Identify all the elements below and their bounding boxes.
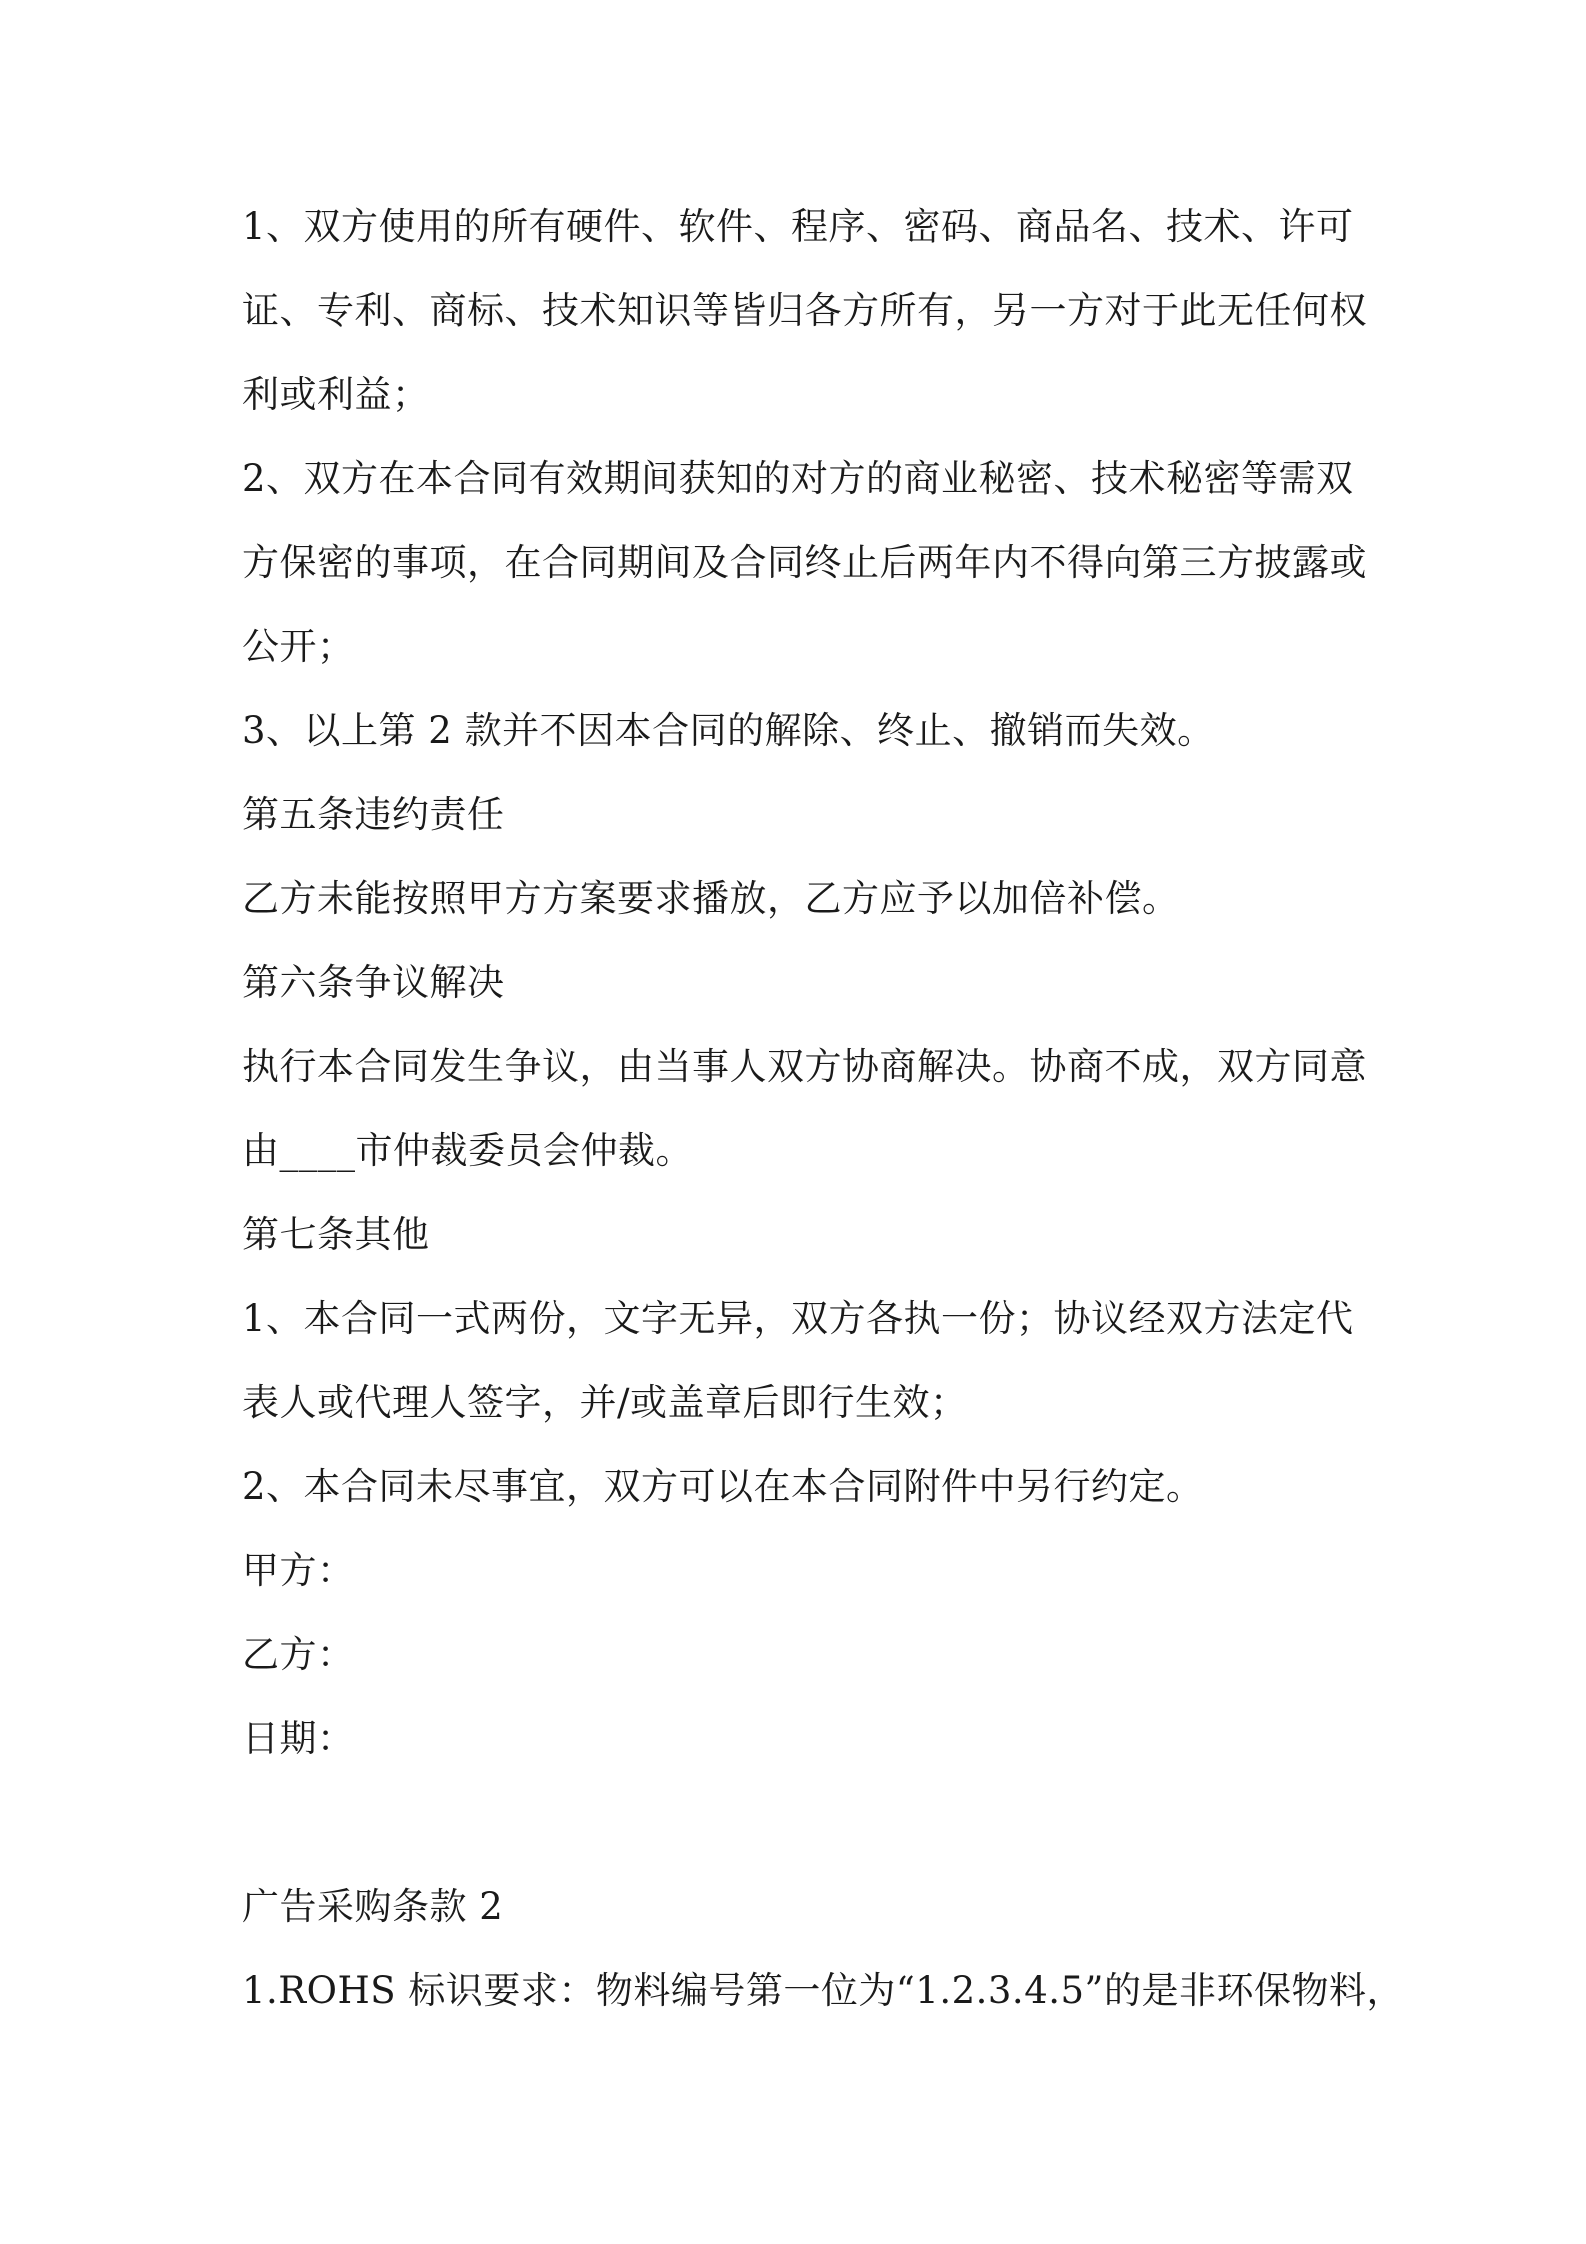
clause-1-line-2: 证、专利、商标、技术知识等皆归各方所有，另一方对于此无任何权 xyxy=(242,289,1367,332)
clause-1-line-1: 1、双方使用的所有硬件、软件、程序、密码、商品名、技术、许可 xyxy=(242,205,1354,248)
clause-3-line: 3、以上第 2 款并不因本合同的解除、终止、撤销而失效。 xyxy=(242,709,1215,752)
party-a-signature-label: 甲方： xyxy=(242,1549,355,1592)
clause-2-line-3: 公开； xyxy=(242,625,355,668)
clause-2-line-2: 方保密的事项，在合同期间及合同终止后两年内不得向第三方披露或 xyxy=(242,541,1367,584)
clause-2-line-1: 2、双方在本合同有效期间获知的对方的商业秘密、技术秘密等需双 xyxy=(242,457,1354,500)
section-title: 广告采购条款 2 xyxy=(242,1885,504,1928)
party-b-signature-label: 乙方： xyxy=(242,1633,355,1676)
rohs-requirement-line: 1.ROHS 标识要求：物料编号第一位为“1.2.3.4.5”的是非环保物料， xyxy=(242,1969,1404,2012)
date-label: 日期： xyxy=(242,1717,355,1760)
article-6-body-line-1: 执行本合同发生争议，由当事人双方协商解决。协商不成，双方同意 xyxy=(242,1045,1367,1088)
article-7-heading: 第七条其他 xyxy=(242,1213,430,1256)
article-6-heading: 第六条争议解决 xyxy=(242,961,505,1004)
article-6-body-line-2: 由____市仲裁委员会仲裁。 xyxy=(242,1129,693,1172)
clause-1-line-3: 利或利益； xyxy=(242,373,430,416)
article-7-item-1-line-2: 表人或代理人签字，并/或盖章后即行生效； xyxy=(242,1381,968,1424)
article-7-item-2: 2、本合同未尽事宜，双方可以在本合同附件中另行约定。 xyxy=(242,1465,1204,1508)
article-5-heading: 第五条违约责任 xyxy=(242,793,505,836)
article-5-body: 乙方未能按照甲方方案要求播放，乙方应予以加倍补偿。 xyxy=(242,877,1180,920)
article-7-item-1-line-1: 1、本合同一式两份，文字无异，双方各执一份；协议经双方法定代 xyxy=(242,1297,1354,1340)
